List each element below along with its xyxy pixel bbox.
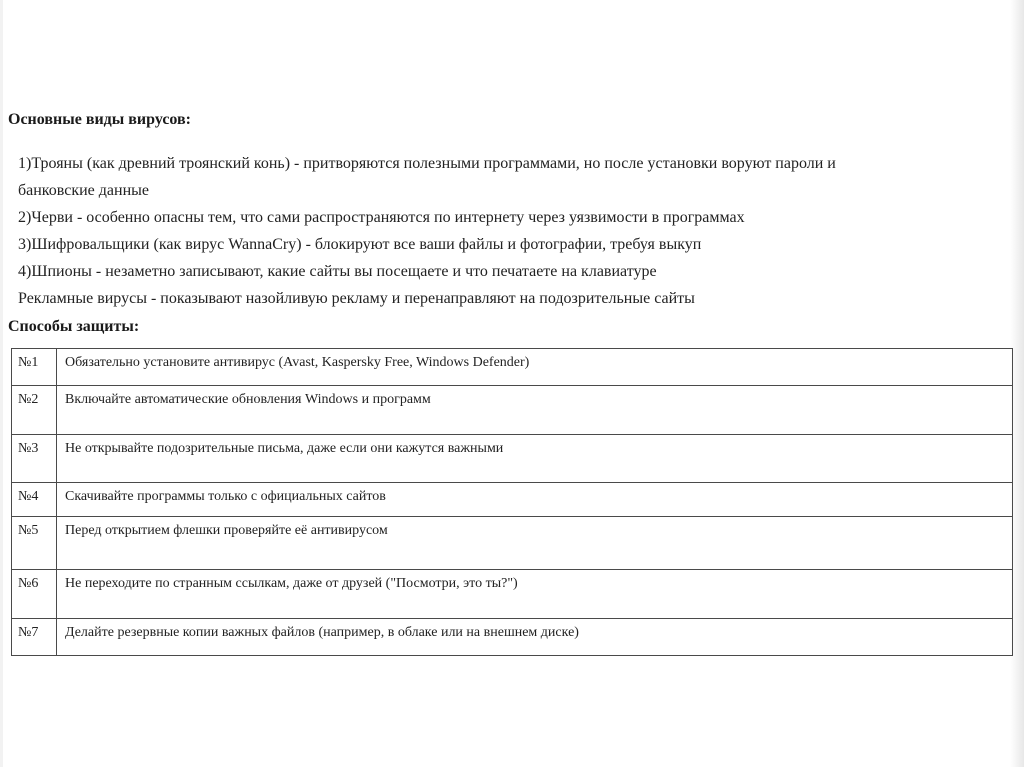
- list-item-spyware: 4)Шпионы - незаметно записывают, какие сайты вы посещаете и что печатаете на клавиатуре: [18, 263, 657, 280]
- protection-table-wrapper: [11, 348, 1013, 656]
- table-row: [12, 517, 1013, 570]
- row-number: №1: [12, 349, 57, 386]
- row-number: №3: [12, 435, 57, 483]
- virus-types-heading: Основные виды вирусов:: [8, 111, 191, 128]
- row-text: Скачивайте программы только с официальных сайтов: [57, 483, 1013, 517]
- list-item-ransomware: 3)Шифровальщики (как вирус WannaCry) - блокируют все ваши файлы и фотографии, требуя выкуп: [18, 236, 702, 253]
- row-number: №5: [12, 517, 57, 570]
- table-row: [12, 570, 1013, 619]
- row-text: Перед открытием флешки проверяйте её антивирусом: [57, 517, 1013, 570]
- row-text: Включайте автоматические обновления Windows и программ: [57, 386, 1013, 435]
- row-number: №6: [12, 570, 57, 619]
- table-row: [12, 483, 1013, 517]
- row-number: №2: [12, 386, 57, 435]
- table-row: [12, 619, 1013, 656]
- virus-types-list: [18, 150, 1018, 312]
- row-text: Не открывайте подозрительные письма, даже если они кажутся важными: [57, 435, 1013, 483]
- list-item-trojans-continued: банковские данные: [18, 182, 149, 199]
- list-item-trojans: 1)Трояны (как древний троянский конь) - притворяются полезными программами, но после установки воруют пароли и: [18, 155, 836, 172]
- list-item-adware: Рекламные вирусы - показывают назойливую рекламу и перенаправляют на подозрительные сайты: [18, 290, 695, 307]
- protection-heading: Способы защиты:: [8, 318, 140, 335]
- row-text: Делайте резервные копии важных файлов (например, в облаке или на внешнем диске): [57, 619, 1013, 656]
- table-row: [12, 349, 1013, 386]
- list-item-worms: 2)Черви - особенно опасны тем, что сами распространяются по интернету через уязвимости в программах: [18, 209, 745, 226]
- row-number: №4: [12, 483, 57, 517]
- row-number: №7: [12, 619, 57, 656]
- slide-left-edge: [0, 0, 3, 767]
- row-text: Не переходите по странным ссылкам, даже от друзей ("Посмотри, это ты?"): [57, 570, 1013, 619]
- row-text: Обязательно установите антивирус (Avast, Kaspersky Free, Windows Defender): [57, 349, 1013, 386]
- protection-table: [11, 348, 1013, 656]
- table-row: [12, 386, 1013, 435]
- table-row: [12, 435, 1013, 483]
